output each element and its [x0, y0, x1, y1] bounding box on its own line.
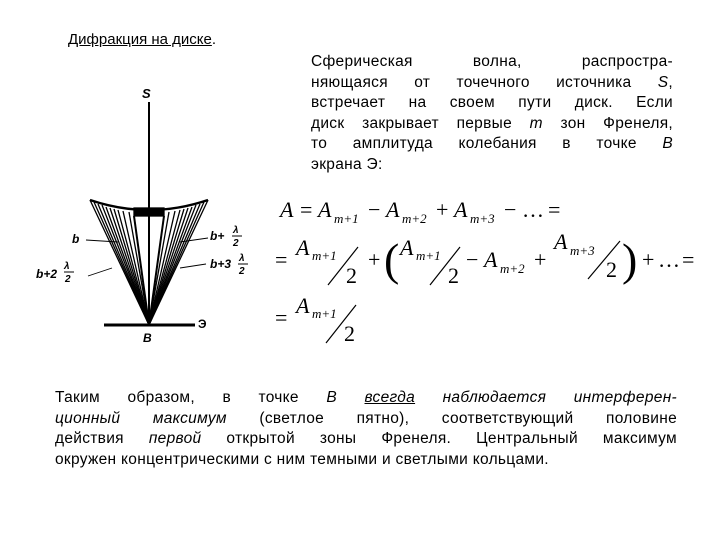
intro-l5b: В: [662, 135, 673, 152]
screen-label: Э: [198, 317, 207, 331]
intro-l4c: зон Френеля,: [542, 114, 673, 132]
disk: [134, 208, 164, 216]
bottom-line-3: [55, 429, 677, 450]
f2-sub4: m+3: [570, 243, 595, 258]
f2-sub1: m+1: [312, 248, 337, 263]
bottom-line-2: [55, 409, 677, 430]
f2-dots: …: [658, 247, 680, 272]
f3-A: A: [296, 293, 310, 318]
f2-eq2: =: [682, 247, 695, 272]
conclusion-paragraph: [55, 388, 677, 470]
bottom-l1e: наблюдается интерферен-: [415, 389, 677, 406]
f2-den4: 2: [606, 257, 617, 282]
bottom-l1b: В: [326, 389, 337, 406]
f1-sub1: m+1: [334, 211, 359, 226]
f1-eq2: =: [548, 197, 561, 222]
f2-den2: 2: [448, 263, 459, 288]
f1-A: A: [280, 197, 294, 222]
f2-plus3: +: [642, 247, 655, 272]
f1-A3: A: [454, 197, 468, 222]
f1-A2: A: [386, 197, 400, 222]
title-period: .: [211, 31, 217, 48]
bottom-l1c: [337, 389, 365, 406]
label-b-plus: b+: [210, 229, 225, 243]
f2-rparen: ): [622, 234, 638, 285]
intro-paragraph: [311, 52, 673, 175]
f1-sub2: m+2: [402, 211, 427, 226]
amplitude-formula: [270, 185, 710, 355]
f1-A1: A: [318, 197, 332, 222]
f2-lparen: (: [384, 234, 400, 285]
intro-l2a: няющаяся от точечного источника: [311, 73, 658, 91]
intro-l5a: то амплитуда колебания в точке: [311, 135, 663, 152]
f2-A4: A: [554, 229, 568, 254]
title-text: Дифракция на диске: [68, 31, 212, 48]
bottom-l3a: действия: [55, 430, 149, 447]
f2-den1: 2: [346, 263, 357, 288]
intro-l4a: диск закрывает первые: [311, 114, 530, 132]
intro-line-6: экрана Э:: [311, 155, 383, 173]
f1-sub3: m+3: [470, 211, 495, 226]
bottom-l1a: Таким образом, в точке: [55, 389, 327, 406]
intro-l2c: ,: [668, 73, 673, 91]
intro-line-4: [311, 114, 673, 135]
label-b2: b+2: [36, 267, 58, 281]
f1-minus2: −: [504, 197, 517, 222]
f2-A1: A: [296, 235, 310, 260]
f2-sub3: m+2: [500, 261, 525, 276]
intro-l4b: m: [529, 114, 543, 132]
bottom-always: всегда: [364, 389, 416, 406]
f2-A2: A: [400, 235, 414, 260]
bottom-l2a: ционный максимум: [55, 409, 227, 427]
f2-A3: A: [484, 247, 498, 272]
label-b3: b+3: [210, 257, 232, 271]
label-b1-two: 2: [233, 238, 239, 249]
bottom-l1d: [365, 389, 416, 406]
f2-plus1: +: [368, 247, 381, 272]
intro-line-2: [311, 73, 673, 94]
bottom-l3c: открытой зоны Френеля. Центральный максимум: [201, 430, 677, 447]
intro-line-1: Сферическая волна, распростра-: [311, 53, 673, 70]
slide-title: [68, 31, 216, 48]
f3-den: 2: [344, 321, 355, 346]
label-b3-lambda: λ: [239, 253, 245, 264]
intro-line-3: встречает на своем пути диск. Если: [311, 94, 673, 111]
f2-plus2: +: [534, 247, 547, 272]
f1-dots: …: [522, 197, 544, 222]
f1-eq: =: [300, 197, 313, 222]
f3-eq: =: [275, 305, 288, 330]
disk-diffraction-diagram: [30, 70, 280, 350]
bottom-line-4: окружен концентрическими с ним темными и светлыми кольцами.: [55, 450, 549, 468]
intro-line-5: [311, 134, 673, 155]
f2-eq: =: [275, 247, 288, 272]
label-b2-two: 2: [65, 274, 71, 285]
f1-plus: +: [436, 197, 449, 222]
f2-minus: −: [466, 247, 479, 272]
label-b: b: [72, 232, 80, 246]
bottom-line-1: [55, 388, 677, 409]
intro-l2b: S: [657, 73, 669, 91]
f1-minus1: −: [368, 197, 381, 222]
point-b-label: B: [143, 331, 152, 345]
label-b1-lambda: λ: [233, 225, 239, 236]
bottom-l3b: первой: [148, 430, 202, 447]
f3-sub: m+1: [312, 306, 337, 321]
f2-sub2: m+1: [416, 248, 441, 263]
bottom-l2b: (светлое пятно), соответствующий половине: [226, 409, 677, 427]
source-label: S: [142, 86, 151, 101]
label-b2-lambda: λ: [64, 261, 70, 272]
label-b3-two: 2: [239, 266, 245, 277]
